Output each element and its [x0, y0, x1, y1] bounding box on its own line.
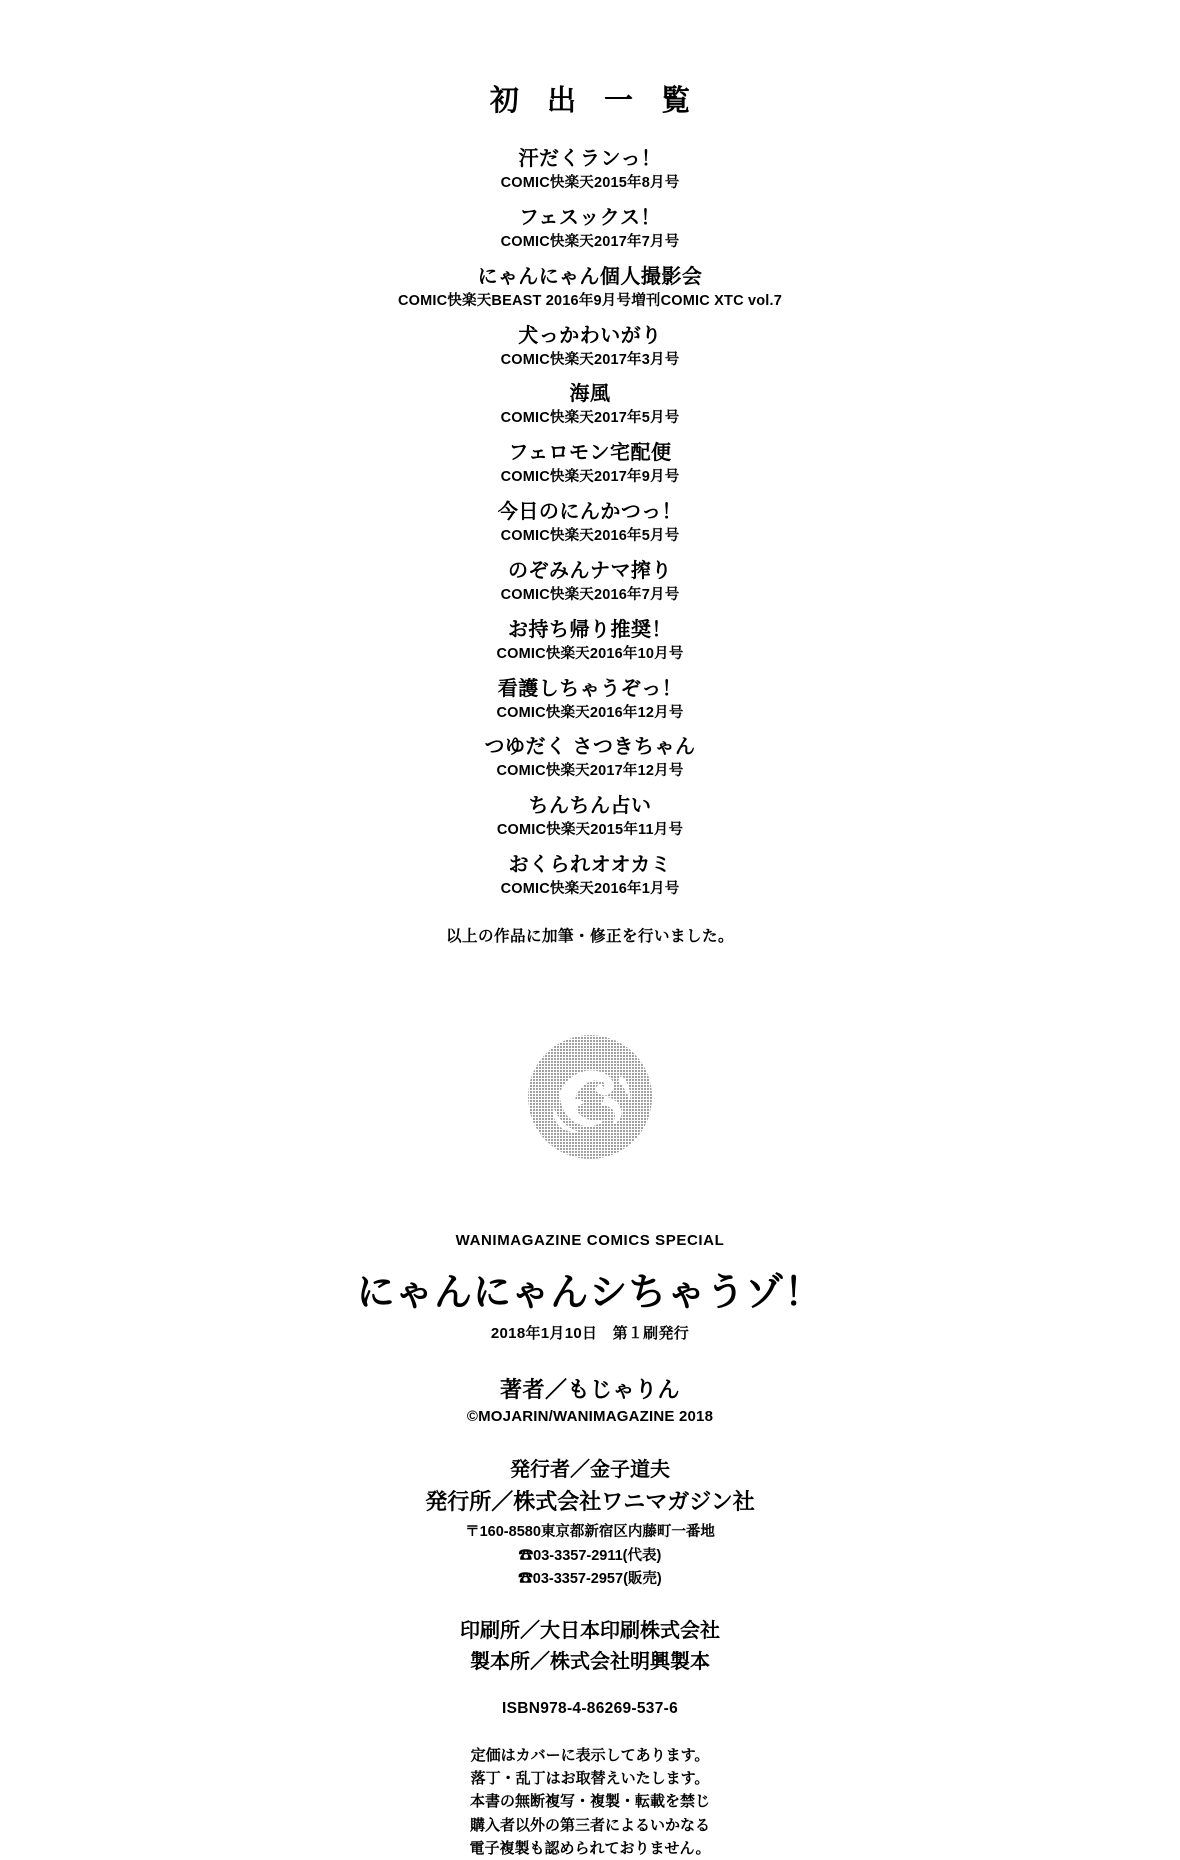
list-item: [0, 441, 1180, 487]
list-item: [0, 324, 1180, 370]
list-item: [0, 735, 1180, 781]
entry-title: フェスックス！: [518, 206, 662, 229]
list-item: [0, 677, 1180, 723]
page-title: 初 出 一 覧: [489, 85, 701, 117]
author-line: 著者／もじゃりん: [499, 1376, 680, 1402]
isbn-line: ISBN978-4-86269-537-6: [501, 1699, 679, 1717]
legal-notice-line: 定価はカバーに表示してあります。: [470, 1746, 710, 1764]
entry-title: フェロモン宅配便: [508, 442, 672, 465]
series-label: WANIMAGAZINE COMICS SPECIAL: [455, 1231, 725, 1249]
book-title: にゃんにゃんシちゃうゾ！: [356, 1271, 824, 1314]
list-item: [0, 206, 1180, 252]
publisher-person: 発行者／金子道夫: [510, 1458, 670, 1481]
list-item: [0, 794, 1180, 840]
entry-source: COMIC快楽天2017年9月号: [500, 469, 680, 486]
entry-source: COMIC快楽天2015年11月号: [496, 822, 684, 839]
telephone-sales: ☎03-3357-2957(販売): [518, 1570, 662, 1587]
entry-title: 看護しちゃうぞっ！: [497, 677, 683, 700]
publisher-address: 〒160-8580東京都新宿区内藤町一番地: [465, 1523, 715, 1540]
entry-source: COMIC快楽天2016年7月号: [500, 586, 680, 603]
binder-line: 製本所／株式会社明興製本: [470, 1650, 710, 1673]
entry-title: ちんちん占い: [528, 795, 652, 818]
list-item: [0, 265, 1180, 311]
entry-title: 汗だくランっ！: [518, 148, 662, 170]
entry-title: おくられオオカミ: [508, 854, 672, 877]
printer-line: 印刷所／大日本印刷株式会社: [460, 1619, 720, 1642]
entry-title: 海風: [569, 383, 611, 406]
entry-source: COMIC快楽天2017年3月号: [500, 351, 680, 368]
legal-notice-line: 購入者以外の第三者によるいかなる: [469, 1816, 710, 1834]
list-item: [0, 500, 1180, 546]
list-item: [0, 382, 1180, 428]
entry-source: COMIC快楽天2016年1月号: [500, 881, 680, 898]
copyright-line: ©MOJARIN/WANIMAGAZINE 2018: [466, 1407, 714, 1425]
publisher-company: 発行所／株式会社ワニマガジン社: [425, 1488, 755, 1514]
entry-source: COMIC快楽天2016年10月号: [496, 645, 684, 662]
list-item: [0, 618, 1180, 664]
entry-source: COMIC快楽天2017年5月号: [500, 410, 680, 427]
publisher-logo: [0, 1034, 1180, 1160]
list-item: [0, 147, 1180, 193]
telephone-main: ☎03-3357-2911(代表): [518, 1547, 662, 1564]
entry-title: 今日のにんかつっ！: [497, 501, 683, 524]
legal-notice-line: 本書の無断複写・複製・転載を禁じ: [469, 1793, 710, 1811]
publication-date: 2018年1月10日 第１刷発行: [490, 1324, 690, 1342]
entry-source: COMIC快楽天2016年12月号: [496, 704, 684, 721]
entry-source: COMIC快楽天2016年5月号: [500, 528, 680, 545]
entry-title: のぞみんナマ搾り: [508, 559, 672, 582]
wanimagazine-crocodile-medallion-icon: [527, 1034, 653, 1160]
legal-notice-line: 落丁・乱丁はお取替えいたします。: [470, 1770, 710, 1788]
legal-notice-line: 電子複製も認められておりません。: [469, 1839, 711, 1857]
imprint-section: [0, 1232, 1180, 1860]
list-item: [0, 853, 1180, 899]
entry-source: COMIC快楽天BEAST 2016年9月号増刊COMIC XTC vol.7: [397, 292, 783, 309]
entry-source: COMIC快楽天2017年7月号: [500, 233, 680, 250]
revision-note: 以上の作品に加筆・修正を行いました。: [445, 927, 734, 945]
entry-title: 犬っかわいがり: [518, 324, 662, 347]
entry-source: COMIC快楽天2017年12月号: [496, 763, 684, 780]
entry-title: お持ち帰り推奨！: [508, 618, 672, 641]
entry-source: COMIC快楽天2015年8月号: [500, 175, 680, 191]
entry-title: にゃんにゃん個人撮影会: [477, 265, 703, 288]
list-item: [0, 559, 1180, 605]
entry-title: つゆだく さつきちゃん: [484, 736, 696, 759]
